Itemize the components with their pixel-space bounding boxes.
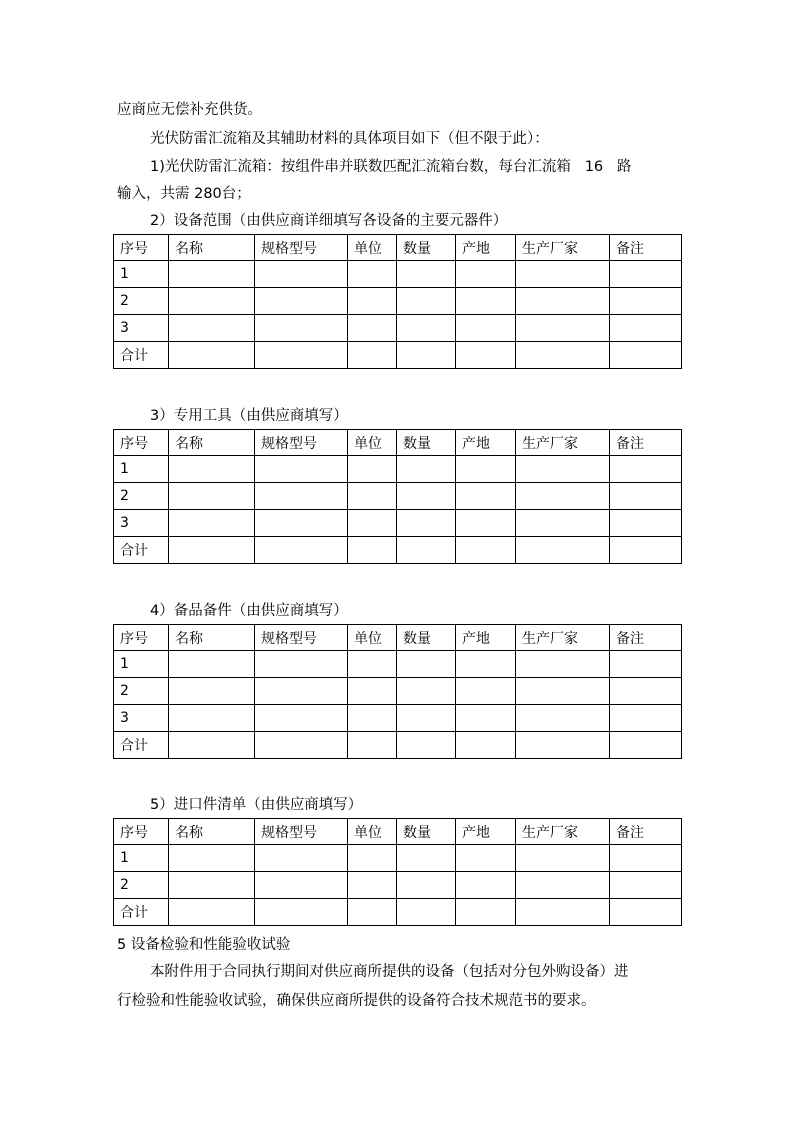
row-index: 1 (114, 261, 169, 288)
row-total-label: 合计 (114, 537, 169, 564)
row-index: 3 (114, 705, 169, 732)
column-header: 名称 (169, 625, 255, 651)
table-header-row (114, 235, 682, 261)
column-header: 规格型号 (255, 235, 348, 261)
row-index: 2 (114, 678, 169, 705)
paragraph-2: 光伏防雷汇流箱及其辅助材料的具体项目如下（但不限于此）： (150, 131, 549, 147)
table-row (114, 510, 682, 537)
row-total-label: 合计 (114, 732, 169, 759)
column-header: 数量 (397, 235, 456, 261)
table-total-row (114, 899, 682, 926)
table-row (114, 315, 682, 342)
chapter-heading: 5 设备检验和性能验收试验 (117, 937, 291, 953)
column-header: 序号 (114, 625, 169, 651)
column-header: 生产厂家 (516, 625, 610, 651)
column-header: 单位 (348, 430, 397, 456)
imported-parts-table (113, 818, 682, 926)
column-header: 单位 (348, 235, 397, 261)
column-header: 产地 (456, 430, 516, 456)
column-header: 备注 (610, 819, 682, 845)
column-header: 单位 (348, 819, 397, 845)
row-index: 2 (114, 483, 169, 510)
column-header: 规格型号 (255, 819, 348, 845)
column-header: 单位 (348, 625, 397, 651)
column-header: 数量 (397, 430, 456, 456)
table-row (114, 872, 682, 899)
table-row (114, 288, 682, 315)
tools-table (113, 429, 682, 564)
column-header: 规格型号 (255, 430, 348, 456)
column-header: 备注 (610, 430, 682, 456)
section-heading: 5）进口件清单（由供应商填写） (150, 797, 363, 813)
table-row (114, 261, 682, 288)
section-heading: 3）专用工具（由供应商填写） (150, 408, 348, 424)
column-header: 产地 (456, 235, 516, 261)
row-index: 1 (114, 456, 169, 483)
column-header: 产地 (456, 625, 516, 651)
row-total-label: 合计 (114, 899, 169, 926)
column-header: 规格型号 (255, 625, 348, 651)
chapter-body-line-2: 行检验和性能验收试验，确保供应商所提供的设备符合技术规范书的要求。 (117, 993, 596, 1009)
section-heading: 4）备品备件（由供应商填写） (150, 603, 348, 619)
row-index: 3 (114, 315, 169, 342)
table-row (114, 845, 682, 872)
column-header: 生产厂家 (516, 819, 610, 845)
table-total-row (114, 732, 682, 759)
column-header: 数量 (397, 625, 456, 651)
row-index: 1 (114, 845, 169, 872)
table-row (114, 483, 682, 510)
table-total-row (114, 342, 682, 369)
row-index: 2 (114, 288, 169, 315)
table-header-row (114, 625, 682, 651)
table-row (114, 456, 682, 483)
table-row (114, 651, 682, 678)
paragraph-3-line-1: 1)光伏防雷汇流箱：按组件串并联数匹配汇流箱台数，每台汇流箱 16 路 (150, 159, 632, 175)
row-total-label: 合计 (114, 342, 169, 369)
chapter-body-line-1: 本附件用于合同执行期间对供应商所提供的设备（包括对分包外购设备）进 (150, 964, 629, 980)
equipment-table (113, 234, 682, 369)
column-header: 名称 (169, 235, 255, 261)
column-header: 名称 (169, 430, 255, 456)
column-header: 序号 (114, 819, 169, 845)
table-total-row (114, 537, 682, 564)
column-header: 生产厂家 (516, 235, 610, 261)
spare-parts-table (113, 624, 682, 759)
column-header: 名称 (169, 819, 255, 845)
table-header-row (114, 819, 682, 845)
table-row (114, 678, 682, 705)
paragraph-1: 应商应无偿补充供货。 (117, 102, 262, 118)
column-header: 序号 (114, 235, 169, 261)
column-header: 产地 (456, 819, 516, 845)
row-index: 2 (114, 872, 169, 899)
column-header: 数量 (397, 819, 456, 845)
row-index: 3 (114, 510, 169, 537)
table-header-row (114, 430, 682, 456)
row-index: 1 (114, 651, 169, 678)
column-header: 备注 (610, 625, 682, 651)
section-heading: 2）设备范围（由供应商详细填写各设备的主要元器件） (150, 213, 508, 229)
table-row (114, 705, 682, 732)
column-header: 序号 (114, 430, 169, 456)
column-header: 生产厂家 (516, 430, 610, 456)
column-header: 备注 (610, 235, 682, 261)
paragraph-3-line-2: 输入，共需 280台； (117, 186, 251, 202)
